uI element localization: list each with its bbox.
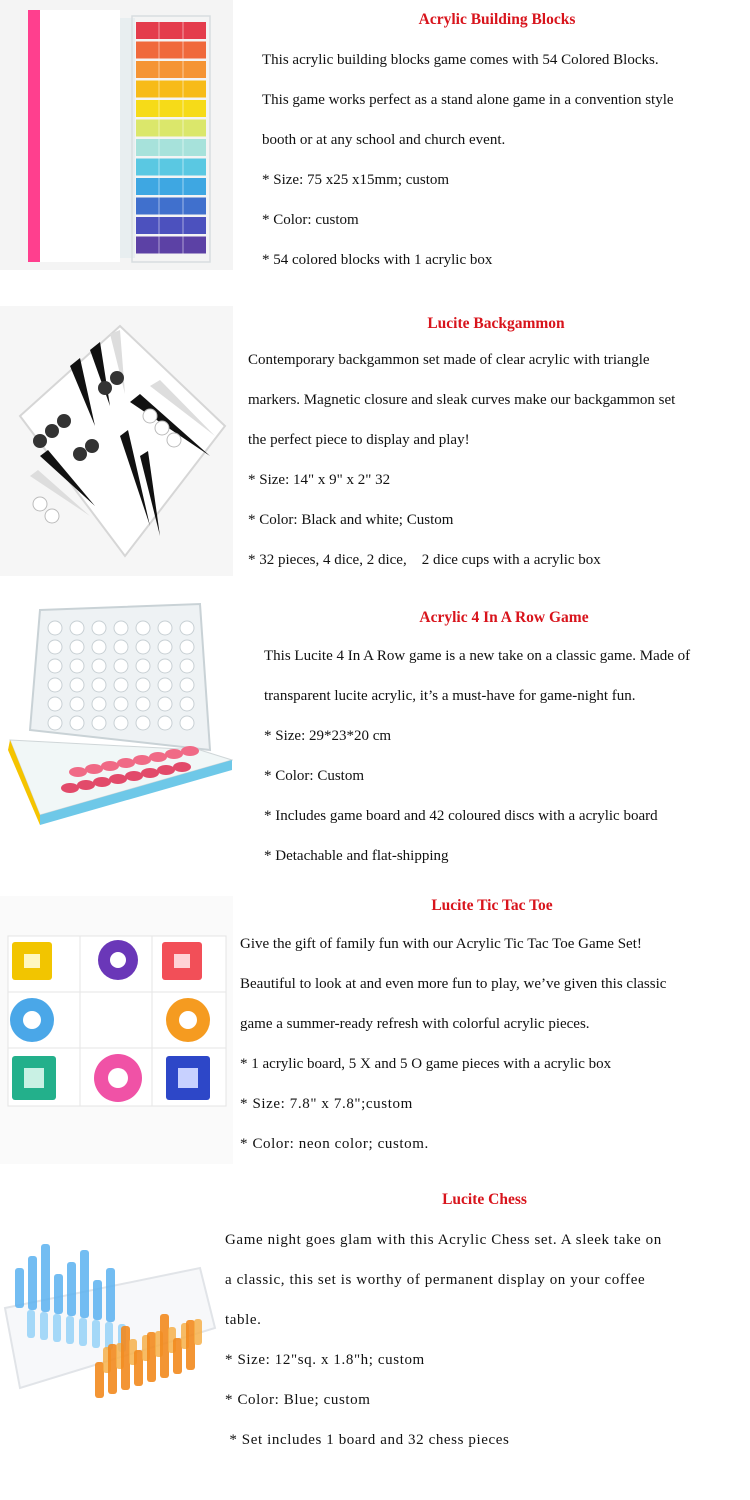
spec-size: * Size: 75 x25 x15mm; custom	[262, 172, 450, 188]
spec-color: * Color: Blue; custom	[225, 1392, 371, 1408]
description-line: This Lucite 4 In A Row game is a new take on a classic game. Made of	[264, 648, 691, 664]
description-line: table.	[225, 1312, 262, 1328]
spec-size: * Size: 29*23*20 cm	[264, 728, 392, 744]
spec-includes: * 54 colored blocks with 1 acrylic box	[262, 252, 493, 268]
description-line: Beautiful to look at and even more fun to play, we’ve given this classic	[240, 976, 667, 992]
product-lucite-tic-tac-toe	[0, 896, 750, 1166]
description-line: This acrylic building blocks game comes with 54 Colored Blocks.	[262, 52, 659, 68]
spec-size: * Size: 14" x 9" x 2" 32	[248, 472, 391, 488]
product-title: Lucite Tic Tac Toe	[431, 897, 553, 914]
product-acrylic-four-in-a-row	[0, 600, 750, 880]
product-lucite-backgammon	[0, 306, 750, 586]
spec-color: * Color: Custom	[264, 768, 365, 784]
spec-size: * Size: 12"sq. x 1.8"h; custom	[225, 1352, 425, 1368]
description-line: transparent lucite acrylic, it’s a must-have for game-night fun.	[264, 688, 636, 704]
product-title: Acrylic Building Blocks	[418, 11, 576, 28]
product-lucite-chess	[0, 1190, 750, 1480]
acrylic-building-blocks-image	[0, 0, 233, 270]
acrylic-four-in-a-row-image	[0, 600, 233, 870]
description-line: booth or at any school and church event.	[262, 132, 506, 148]
description-line: Contemporary backgammon set made of clear acrylic with triangle	[248, 352, 650, 368]
spec-color: * Color: custom	[262, 212, 359, 228]
lucite-backgammon-image	[0, 306, 233, 576]
description-line: markers. Magnetic closure and sleak curves make our backgammon set	[248, 392, 676, 408]
spec-includes: * 32 pieces, 4 dice, 2 dice, 2 dice cups with a acrylic box	[248, 552, 601, 568]
description-line: a classic, this set is worthy of permanent display on your coffee	[225, 1272, 646, 1288]
lucite-tic-tac-toe-image	[0, 896, 233, 1164]
product-acrylic-building-blocks	[0, 0, 750, 290]
spec-size: * Size: 7.8" x 7.8";custom	[240, 1096, 413, 1112]
spec-color: * Color: neon color; custom.	[240, 1136, 429, 1152]
product-title: Lucite Backgammon	[427, 315, 565, 332]
description-line: This game works perfect as a stand alone game in a convention style	[262, 92, 674, 108]
description-line: Game night goes glam with this Acrylic Chess set. A sleek take on	[225, 1232, 662, 1248]
spec-includes: * Includes game board and 42 coloured discs with a acrylic board	[264, 808, 658, 824]
spec-includes: * 1 acrylic board, 5 X and 5 O game pieces with a acrylic box	[240, 1056, 612, 1072]
spec-shipping: * Detachable and flat-shipping	[264, 848, 449, 864]
spec-includes: * Set includes 1 board and 32 chess pieces	[225, 1432, 510, 1448]
product-title: Lucite Chess	[442, 1191, 527, 1208]
description-line: Give the gift of family fun with our Acrylic Tic Tac Toe Game Set!	[240, 936, 642, 952]
product-title: Acrylic 4 In A Row Game	[419, 609, 589, 626]
description-line: the perfect piece to display and play!	[248, 432, 470, 448]
lucite-chess-image	[0, 1198, 220, 1468]
description-line: game a summer-ready refresh with colorful acrylic pieces.	[240, 1016, 590, 1032]
spec-color: * Color: Black and white; Custom	[248, 512, 454, 528]
